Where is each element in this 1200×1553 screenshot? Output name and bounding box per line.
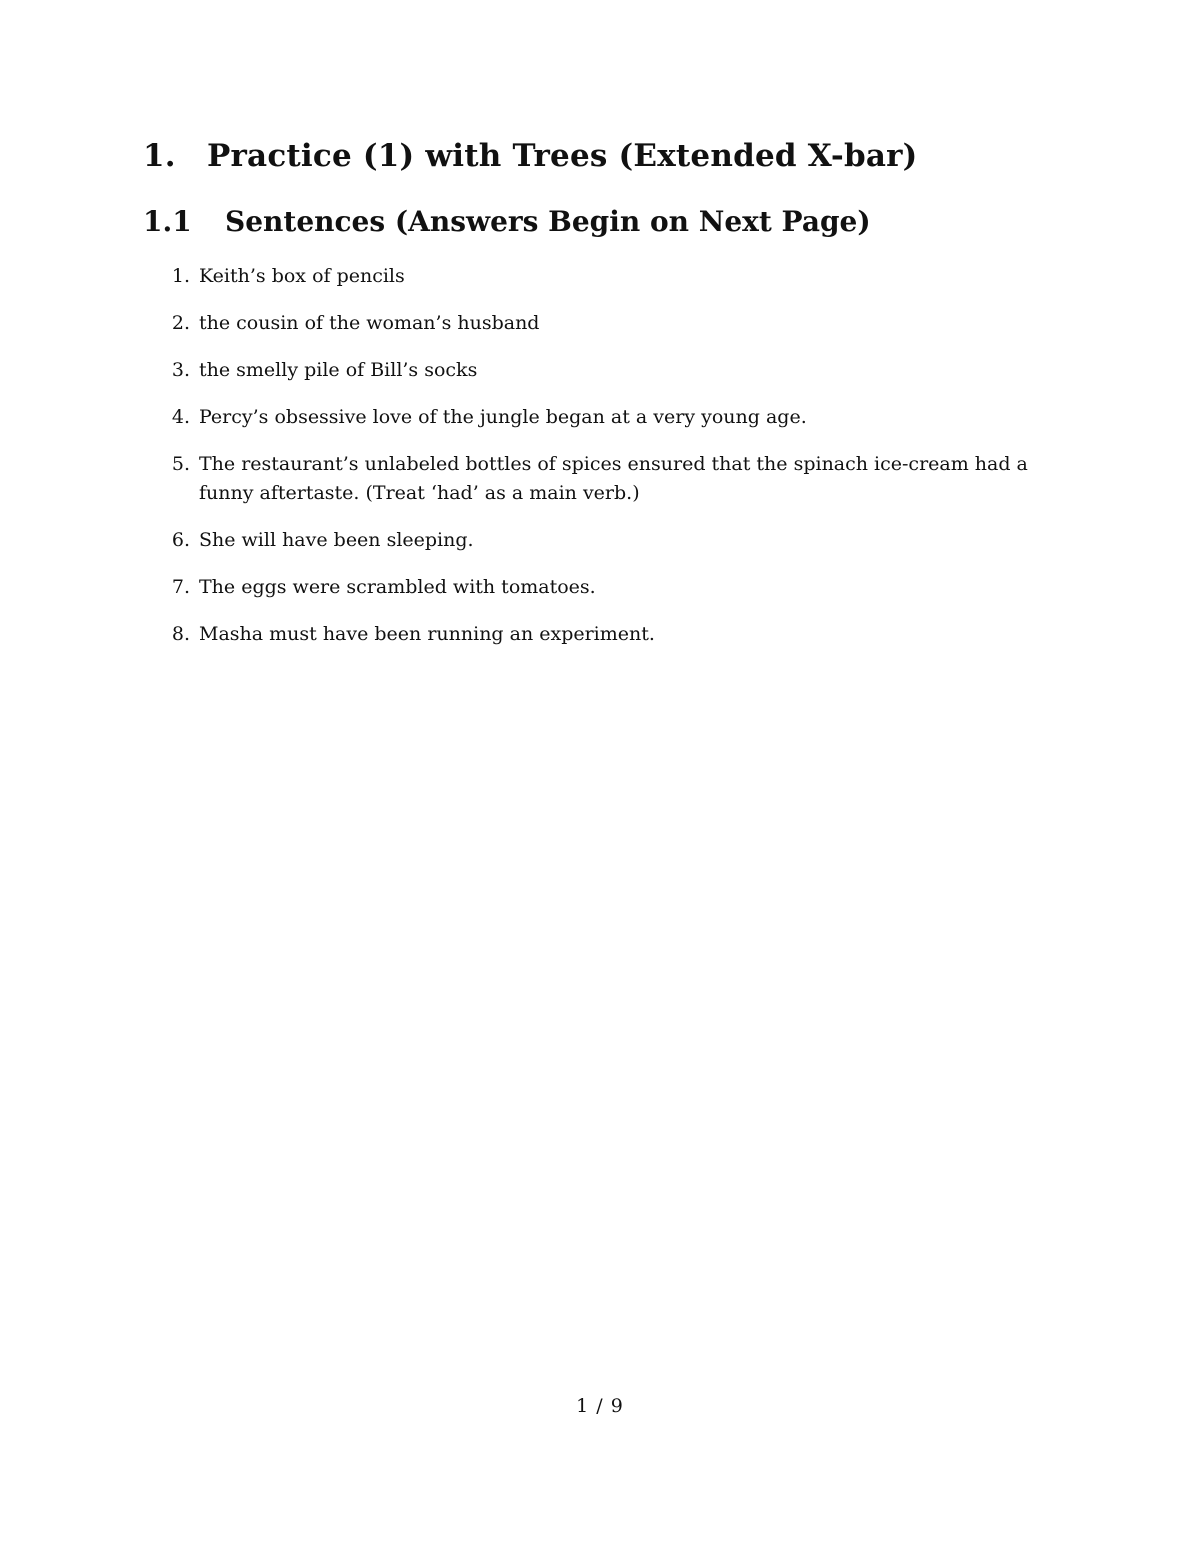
list-item-text: The eggs were scrambled with tomatoes. bbox=[199, 576, 596, 598]
list-item-marker: 7. bbox=[171, 576, 190, 598]
section-number: 1. bbox=[143, 138, 176, 174]
list-item-text: Percy’s obsessive love of the jungle began at a very young age. bbox=[199, 406, 807, 428]
list-item bbox=[160, 356, 1070, 385]
list-item-text: the cousin of the woman’s husband bbox=[199, 312, 540, 334]
list-item-marker: 5. bbox=[171, 453, 190, 475]
list-item bbox=[160, 309, 1070, 338]
section-title: Practice (1) with Trees (Extended X-bar) bbox=[207, 138, 918, 174]
list-item-text: the smelly pile of Bill’s socks bbox=[199, 359, 478, 381]
subsection-number: 1.1 bbox=[143, 205, 192, 238]
list-item-text: The restaurant’s unlabeled bottles of spices ensured that the spinach ice-cream had a funny aftertaste. (Treat ‘had’ as a main verb.) bbox=[199, 453, 1028, 504]
list-item bbox=[160, 403, 1070, 432]
list-item bbox=[160, 573, 1070, 602]
list-item bbox=[160, 526, 1070, 555]
list-item-marker: 4. bbox=[171, 406, 190, 428]
list-item-marker: 6. bbox=[171, 529, 190, 551]
list-item bbox=[160, 620, 1070, 649]
list-item-marker: 3. bbox=[171, 359, 190, 381]
page-number: 1 / 9 bbox=[576, 1395, 624, 1417]
list-item bbox=[160, 450, 1070, 508]
list-item-text: She will have been sleeping. bbox=[199, 529, 474, 551]
list-item-marker: 2. bbox=[171, 312, 190, 334]
list-item-text: Masha must have been running an experiment. bbox=[199, 623, 655, 645]
list-item-text: Keith’s box of pencils bbox=[199, 265, 405, 287]
section-heading bbox=[143, 134, 918, 178]
list-item-marker: 8. bbox=[171, 623, 190, 645]
list-item bbox=[160, 262, 1070, 291]
subsection-title: Sentences (Answers Begin on Next Page) bbox=[225, 205, 871, 238]
list-item-marker: 1. bbox=[171, 265, 190, 287]
sentence-list bbox=[160, 262, 1070, 667]
subsection-heading bbox=[143, 201, 871, 243]
